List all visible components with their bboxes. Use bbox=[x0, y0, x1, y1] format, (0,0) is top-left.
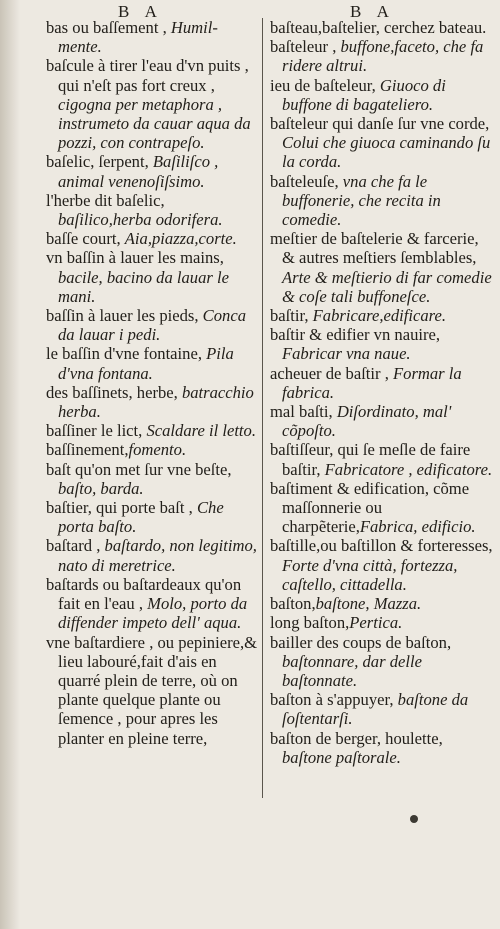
entry-french-text: baſelic, ſerpent, bbox=[46, 152, 153, 172]
entry-italian-gloss: Molo, porto da diffender impeto dell' aqua. bbox=[58, 594, 248, 633]
dictionary-entry bbox=[270, 37, 494, 75]
entry-french-text: baſtir & edifier vn nauire, bbox=[270, 325, 441, 345]
dictionary-entry bbox=[270, 364, 494, 402]
dictionary-entry bbox=[46, 191, 260, 229]
entry-italian-gloss: Humil-mente. bbox=[58, 18, 218, 57]
entry-french-text: long baſton, bbox=[270, 613, 350, 633]
entry-french-text: baſt qu'on met ſur vne beſte, bbox=[46, 459, 232, 479]
dictionary-entry bbox=[46, 633, 260, 748]
column-divider bbox=[262, 18, 263, 798]
dictionary-entry bbox=[46, 460, 260, 498]
dictionary-entry bbox=[270, 613, 494, 632]
dictionary-entry bbox=[270, 633, 494, 691]
entry-italian-gloss: baſilico,herba odorifera. bbox=[58, 210, 223, 230]
entry-french-text: baſteleuſe, bbox=[270, 171, 343, 191]
dictionary-entry bbox=[270, 690, 494, 728]
entry-french-text: acheuer de baſtir , bbox=[270, 363, 394, 383]
dictionary-entry bbox=[270, 229, 494, 306]
entry-french-text: baſſinement, bbox=[46, 440, 129, 460]
dictionary-entry bbox=[46, 575, 260, 633]
dictionary-entry bbox=[46, 306, 260, 344]
entry-french-text: des baſſinets, herbe, bbox=[46, 382, 182, 402]
entry-italian-gloss: Fabricatore , edificatore. bbox=[324, 459, 493, 479]
entry-italian-gloss: Che porta baſto. bbox=[58, 498, 224, 537]
dictionary-entry bbox=[270, 479, 494, 537]
entry-french-text: baſtille,ou baſtillon & forteresses, bbox=[270, 536, 493, 556]
right-column bbox=[270, 18, 494, 767]
entry-italian-gloss: buffone,faceto, che fa ridere altrui. bbox=[282, 37, 484, 76]
entry-italian-gloss: vna che fa le buffonerie, che recita in comedie. bbox=[282, 171, 441, 230]
entry-italian-gloss: fomento. bbox=[128, 440, 187, 460]
dictionary-entry bbox=[46, 18, 260, 56]
entry-italian-gloss: bacile, bacino da lauar le mani. bbox=[58, 267, 229, 306]
dictionary-entry bbox=[46, 440, 260, 459]
entry-french-text: bas ou baſſement , bbox=[46, 18, 171, 37]
left-column bbox=[46, 18, 260, 748]
entry-italian-gloss: Arte & meſtierio di far comedie & coſe tali buffoneſce. bbox=[282, 267, 492, 306]
entry-french-text: baſtier, qui porte baſt , bbox=[46, 498, 197, 518]
entry-french-text: baſteau,baſtelier, cerchez bateau. bbox=[270, 18, 487, 37]
entry-french-text: l'herbe dit baſelic, bbox=[46, 190, 165, 210]
entry-french-text: vne baſtardiere , ou pepiniere,& lieu labouré,fait d'ais en quarré plein de terre, où on plante quelque plante ou ſemence , pour apres les planter en pleine terre, bbox=[46, 632, 258, 748]
dictionary-entry bbox=[270, 172, 494, 230]
dictionary-entry bbox=[46, 152, 260, 190]
dictionary-entry bbox=[270, 18, 494, 37]
entry-french-text: baſſe court, bbox=[46, 229, 125, 249]
page-spine-shadow bbox=[0, 0, 20, 929]
dictionary-entry bbox=[46, 248, 260, 306]
running-head-left: B A bbox=[118, 2, 163, 21]
dictionary-entry bbox=[270, 114, 494, 172]
entry-italian-gloss: cigogna per metaphora , instrumeto da cauar aqua da pozzi, con contrapeſo. bbox=[58, 94, 251, 153]
dictionary-entry bbox=[270, 402, 494, 440]
dictionary-entry bbox=[46, 229, 260, 248]
entry-french-text: baſtard , bbox=[46, 536, 105, 556]
dictionary-entry bbox=[270, 76, 494, 114]
entry-french-text: vn baſſin à lauer les mains, bbox=[46, 248, 224, 268]
dictionary-entry bbox=[270, 594, 494, 613]
entry-italian-gloss: Colui che giuoca caminando ſu la corda. bbox=[282, 133, 491, 172]
entry-french-text: meſtier de baſtelerie & farcerie, & autres meſtiers ſemblables, bbox=[270, 229, 479, 268]
entry-italian-gloss: baſtonnare, dar delle baſtonnate. bbox=[282, 651, 422, 690]
entry-italian-gloss: Aia,piazza,corte. bbox=[124, 229, 237, 249]
entry-italian-gloss: baſtardo, non legitimo, nato di meretrice. bbox=[58, 536, 257, 575]
entry-italian-gloss: baſtone paſtorale. bbox=[282, 747, 401, 767]
dictionary-entry bbox=[270, 325, 494, 363]
entry-italian-gloss: Fabricare,edificare. bbox=[312, 306, 446, 326]
entry-french-text: baſcule à tirer l'eau d'vn puits , qui n'eſt pas fort creux , bbox=[46, 56, 249, 95]
entry-italian-gloss: Diſordinato, mal' cõpoſto. bbox=[282, 402, 452, 441]
dictionary-entry bbox=[270, 440, 494, 478]
dictionary-entry bbox=[46, 536, 260, 574]
dictionary-entry bbox=[270, 306, 494, 325]
entry-italian-gloss: Fabrica, edificio. bbox=[359, 517, 476, 537]
entry-italian-gloss: Pila d'vna fontana. bbox=[58, 344, 234, 383]
entry-french-text: le baſſin d'vne fontaine, bbox=[46, 344, 207, 364]
entry-italian-gloss: Fabricar vna naue. bbox=[282, 344, 411, 364]
entry-french-text: baſtir, bbox=[270, 306, 313, 326]
entry-french-text: baſton de berger, houlette, bbox=[270, 728, 443, 748]
entry-italian-gloss: baſtone da ſoſtentarſi. bbox=[282, 690, 469, 729]
dictionary-entry bbox=[46, 56, 260, 152]
entry-french-text: mal baſti, bbox=[270, 402, 337, 422]
entry-french-text: baſſin à lauer les pieds, bbox=[46, 306, 203, 326]
entry-french-text: baſteleur qui danſe ſur vne corde, bbox=[270, 114, 490, 134]
entry-french-text: ieu de baſteleur, bbox=[270, 75, 380, 95]
entry-italian-gloss: Giuoco di buffone di bagateliero. bbox=[282, 75, 446, 114]
entry-italian-gloss: Baſiliſco , animal venenoſiſsimo. bbox=[58, 152, 219, 191]
entry-italian-gloss: Forte d'vna città, fortezza, caſtello, cittadella. bbox=[282, 555, 458, 594]
entry-italian-gloss: baſtone, Mazza. bbox=[315, 594, 422, 614]
entry-french-text: baſſiner le lict, bbox=[46, 421, 147, 441]
entry-italian-gloss: Pertica. bbox=[349, 613, 403, 633]
entry-french-text: baſtiſſeur, qui ſe meſle de faire baſtir, bbox=[270, 440, 471, 479]
entry-french-text: baſton, bbox=[270, 594, 316, 614]
entry-italian-gloss: baſto, barda. bbox=[58, 478, 144, 498]
dictionary-entry bbox=[270, 536, 494, 594]
entry-italian-gloss: Formar la fabrica. bbox=[282, 363, 462, 402]
dictionary-entry bbox=[46, 344, 260, 382]
entry-french-text: bailler des coups de baſton, bbox=[270, 632, 452, 652]
entry-french-text: baſteleur , bbox=[270, 37, 341, 57]
entry-italian-gloss: Scaldare il letto. bbox=[146, 421, 256, 441]
dictionary-entry bbox=[270, 729, 494, 767]
entry-french-text: baſtards ou baſtardeaux qu'on fait en l'eau , bbox=[46, 574, 242, 614]
ink-dot-ornament bbox=[410, 815, 418, 823]
entry-french-text: baſtiment & edification, cõme maſſonnerie ou charpẽterie, bbox=[270, 478, 470, 537]
dictionary-entry bbox=[46, 421, 260, 440]
dictionary-entry bbox=[46, 383, 260, 421]
entry-french-text: baſton à s'appuyer, bbox=[270, 690, 398, 710]
entry-italian-gloss: Conca da lauar i pedi. bbox=[58, 306, 246, 345]
running-head-right: B A bbox=[350, 2, 395, 21]
dictionary-entry bbox=[46, 498, 260, 536]
entry-italian-gloss: batracchio herba. bbox=[58, 382, 254, 422]
